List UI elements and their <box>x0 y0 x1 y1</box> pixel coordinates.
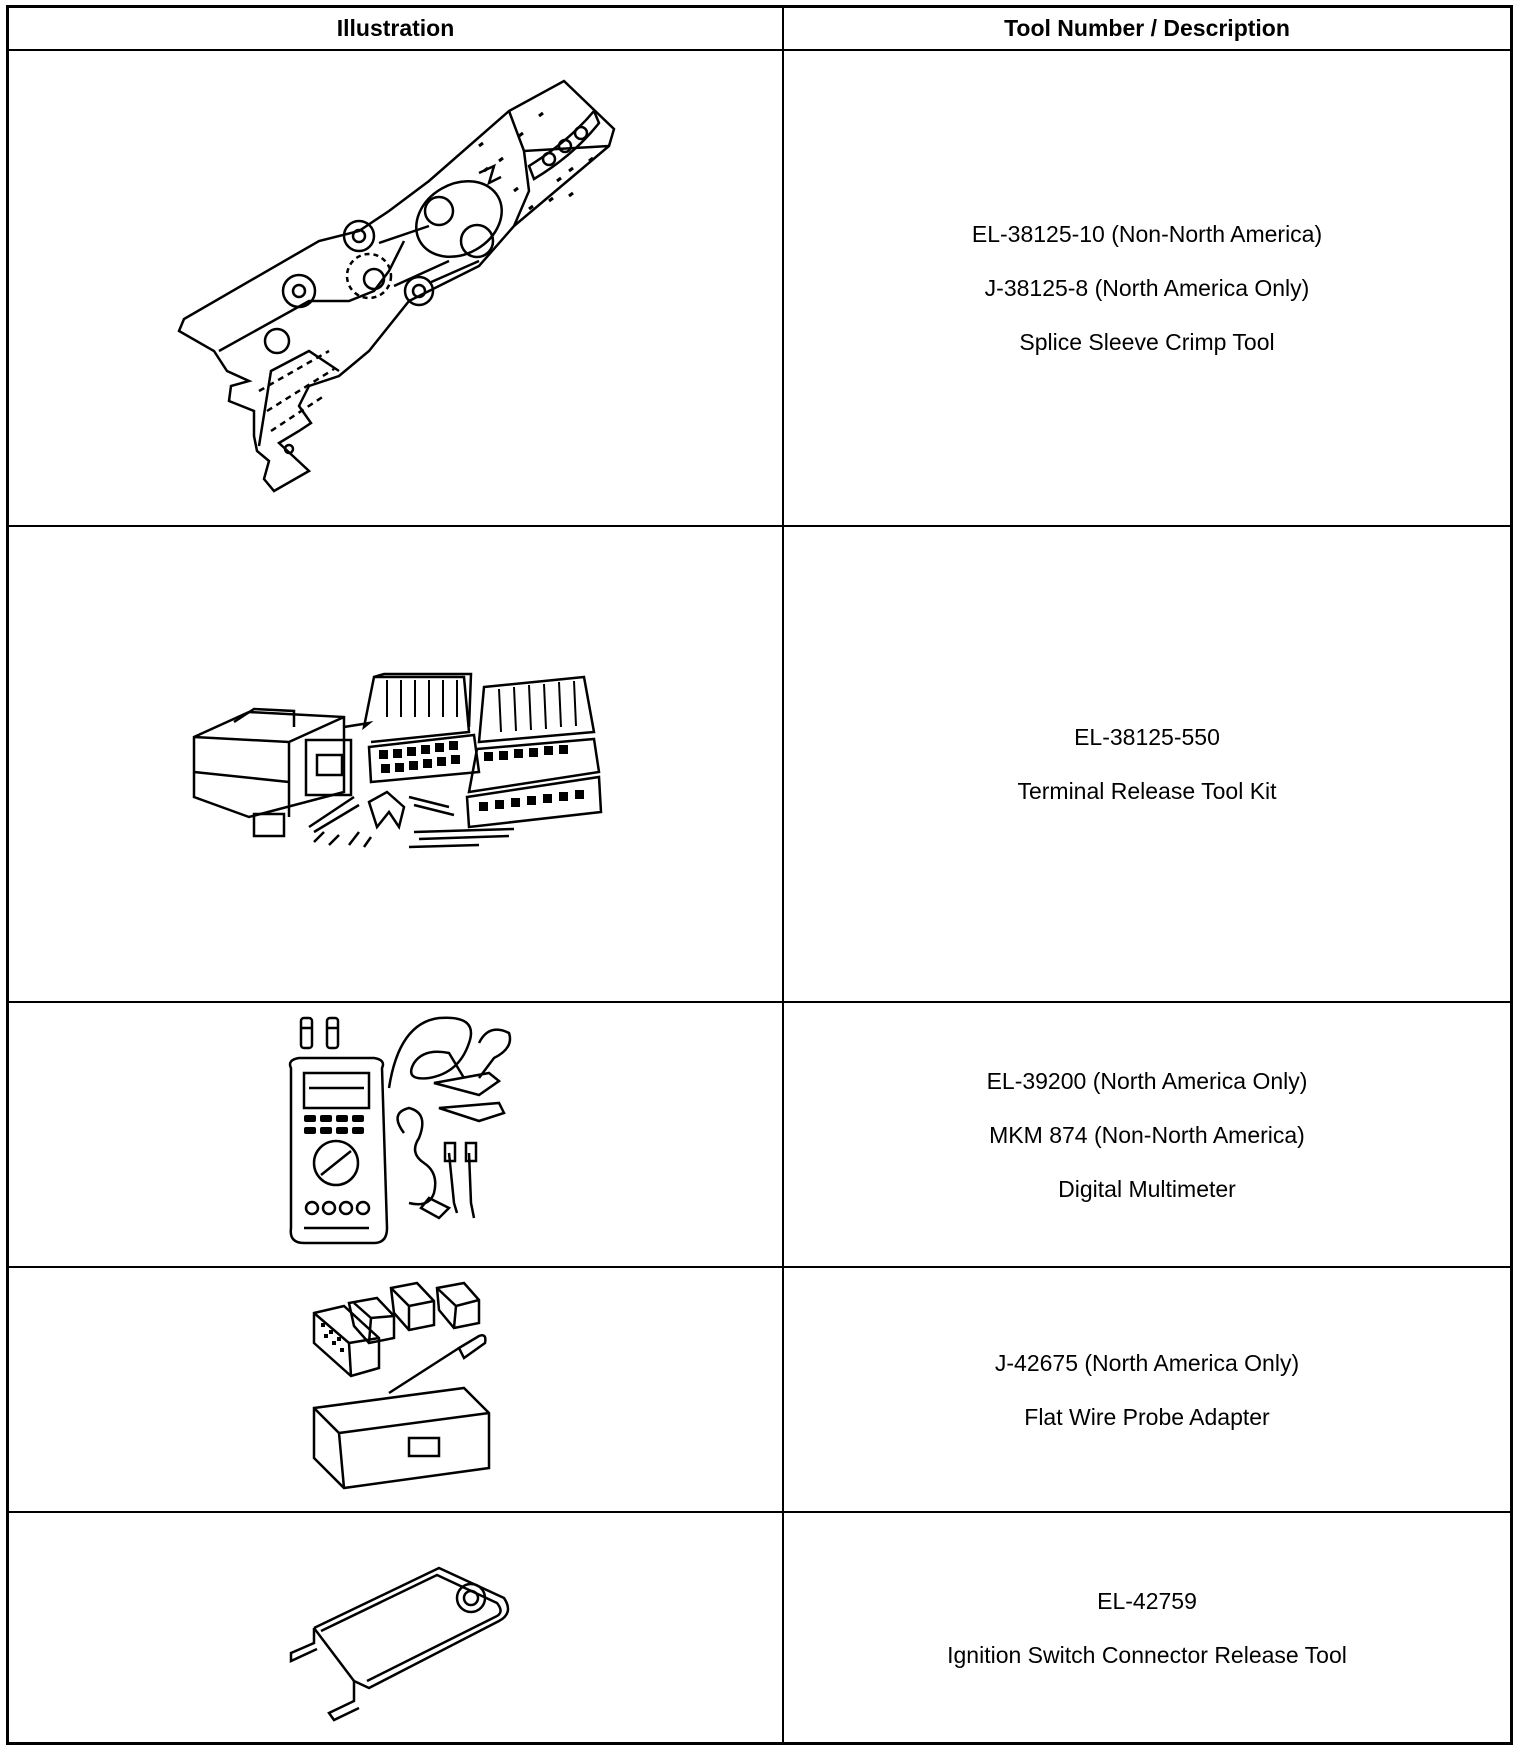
tool-number: EL-38125-550 <box>1074 724 1220 750</box>
tool-number: EL-39200 (North America Only) <box>986 1067 1308 1094</box>
connector-release-tool-illustration <box>9 1513 782 1742</box>
header-description: Tool Number / Description <box>1004 15 1290 41</box>
digital-multimeter-illustration <box>9 1003 782 1266</box>
tool-name: Flat Wire Probe Adapter <box>1024 1403 1270 1430</box>
tool-name: Ignition Switch Connector Release Tool <box>947 1641 1347 1668</box>
tools-table <box>6 5 1513 1745</box>
tool-number: MKM 874 (Non-North America) <box>989 1121 1305 1148</box>
tool-description <box>784 1003 1510 1266</box>
crimp-tool-illustration <box>9 51 782 525</box>
terminal-release-kit-illustration <box>9 527 782 1001</box>
tool-name: Terminal Release Tool Kit <box>1017 778 1277 804</box>
tool-number: EL-38125-10 (Non-North America) <box>971 221 1323 247</box>
table-row <box>9 1268 1510 1513</box>
tool-description <box>784 1268 1510 1511</box>
header-illustration: Illustration <box>336 15 455 41</box>
tool-description <box>784 51 1510 525</box>
flat-wire-probe-adapter-illustration <box>9 1268 782 1511</box>
tool-description <box>784 527 1510 1001</box>
tool-number: EL-42759 <box>1097 1587 1197 1614</box>
table-row <box>9 1513 1510 1742</box>
tool-number: J-42675 (North America Only) <box>994 1349 1300 1376</box>
table-row <box>9 1003 1510 1268</box>
tool-description <box>784 1513 1510 1742</box>
tool-name: Digital Multimeter <box>1058 1175 1236 1202</box>
tool-name: Splice Sleeve Crimp Tool <box>1019 329 1275 355</box>
table-row <box>9 527 1510 1003</box>
table-row <box>9 51 1510 527</box>
tool-number: J-38125-8 (North America Only) <box>984 275 1310 301</box>
table-header <box>9 8 1510 51</box>
